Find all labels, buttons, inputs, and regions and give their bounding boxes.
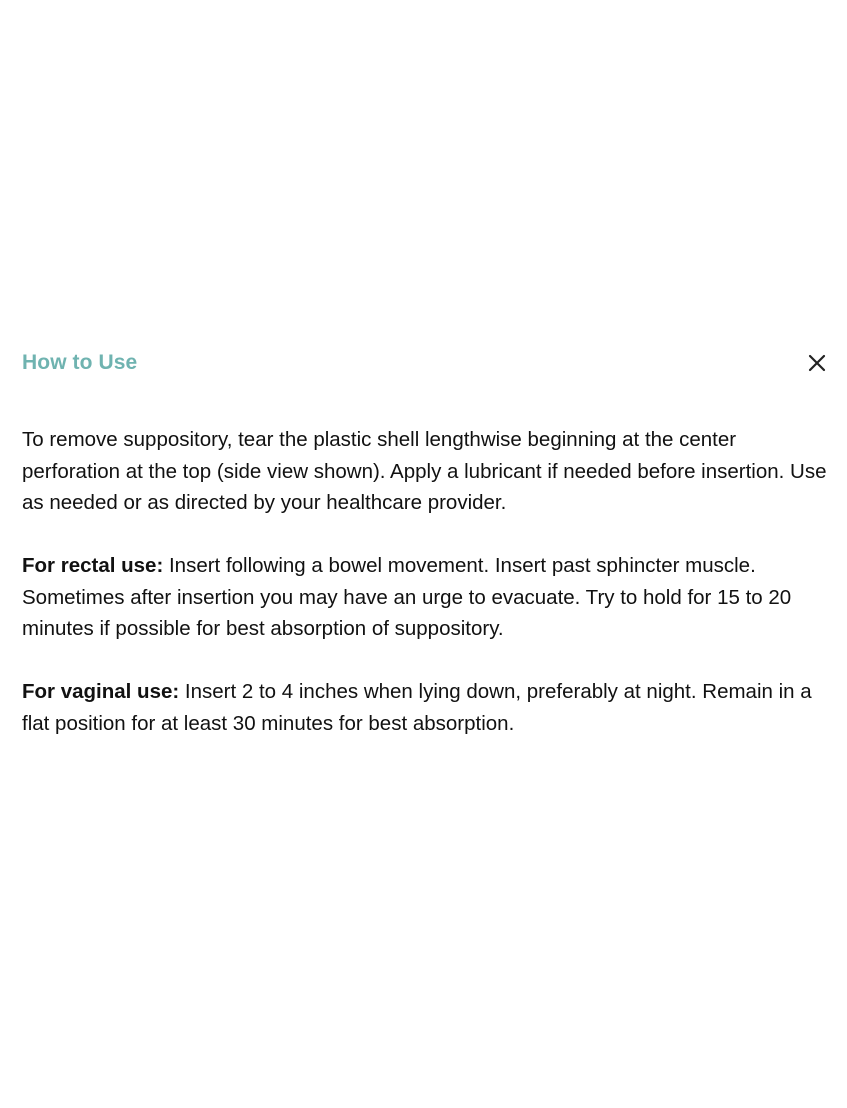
- paragraph-text: Insert following a bowel movement. Insert past sphincter muscle. Sometimes after insertion you may have an urge to evacuate. Try to hold for 15 to 20 minutes if possible for best absorption of suppository.: [22, 554, 792, 640]
- vaginal-use-label: For vaginal use:: [22, 680, 180, 703]
- close-icon: [808, 354, 826, 372]
- rectal-use-paragraph: [22, 550, 837, 645]
- dialog-header: [22, 346, 829, 380]
- paragraph-text: Insert 2 to 4 inches when lying down, preferably at night. Remain in a flat position for at least 30 minutes for best absorption.: [22, 680, 812, 735]
- close-button[interactable]: [805, 351, 829, 375]
- instructions-paragraph: [22, 424, 837, 519]
- paragraph-text: To remove suppository, tear the plastic shell lengthwise beginning at the center perforation at the top (side view shown). Apply a lubricant if needed before insertion. Use as needed or as directed by your healthcare provider.: [22, 428, 827, 514]
- dialog-body: [22, 424, 837, 771]
- dialog-title: How to Use: [22, 351, 138, 374]
- rectal-use-label: For rectal use:: [22, 554, 164, 577]
- vaginal-use-paragraph: [22, 676, 837, 739]
